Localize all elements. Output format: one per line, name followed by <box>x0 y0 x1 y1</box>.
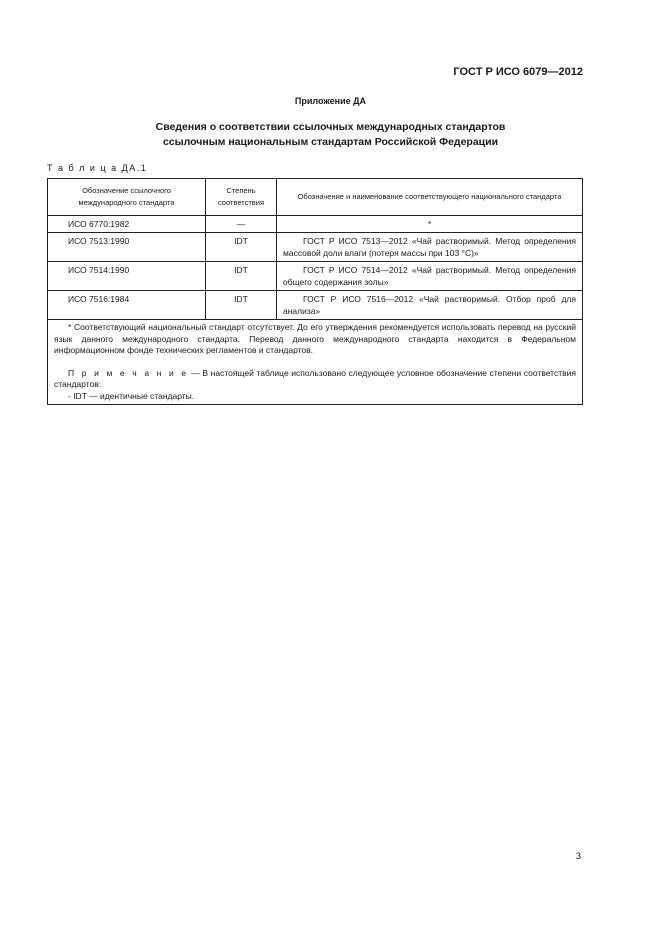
header-intl-standard: Обозначение ссылочного международного стандарта <box>48 179 206 216</box>
header-national-standard: Обозначение и наименование соответствующего национального стандарта <box>277 179 583 216</box>
title-line-2: ссылочным национальным стандартам Российской Федерации <box>162 136 499 148</box>
correspondence-table <box>47 178 583 405</box>
cell-national-text: ГОСТ Р ИСО 7513—2012 «Чай растворимый. Метод определения массовой доли влаги (потеря массы при 103 °С)» <box>283 236 576 258</box>
cell-degree: IDT <box>206 233 277 262</box>
table-header-row <box>48 179 583 216</box>
page-number: 3 <box>575 851 581 861</box>
document-code: ГОСТ Р ИСО 6079—2012 <box>453 66 583 78</box>
title-line-1: Сведения о соответствии ссылочных международных стандартов <box>155 121 506 133</box>
cell-national: * <box>277 216 583 233</box>
table-note <box>54 368 576 391</box>
cell-intl: ИСО 7516:1984 <box>48 291 206 320</box>
table-notes <box>48 320 583 405</box>
note-label: П р и м е ч а н и е <box>68 367 189 378</box>
cell-intl: ИСО 7513:1990 <box>48 233 206 262</box>
cell-intl: ИСО 7514:1990 <box>48 262 206 291</box>
cell-national-text: ГОСТ Р ИСО 7516—2012 «Чай растворимый. Отбор проб для анализа» <box>283 294 576 316</box>
header-degree: Степень соответствия <box>206 179 277 216</box>
cell-national <box>277 262 583 291</box>
page-title <box>0 120 661 150</box>
table-row <box>48 262 583 291</box>
table-caption: Т а б л и ц а ДА.1 <box>47 163 148 173</box>
cell-national <box>277 233 583 262</box>
table-row <box>48 291 583 320</box>
cell-national-text: ГОСТ Р ИСО 7514—2012 «Чай растворимый. Метод определения общего содержания золы» <box>283 265 576 287</box>
cell-intl: ИСО 6770:1982 <box>48 216 206 233</box>
cell-degree: IDT <box>206 262 277 291</box>
table-footnote: * Соответствующий национальный стандарт отсутствует. До его утверждения рекомендуется использовать перевод на русский язык данного международного стандарта. Перевод данного международного стандарта находится в Федеральном информационном фонде технических регламентов и стандартов. <box>54 322 576 355</box>
table-row <box>48 233 583 262</box>
table-notes-row <box>48 320 583 405</box>
note-text: — В настоящей таблице использовано следующее условное обозначение степени соответствия стандартов: <box>54 367 576 389</box>
cell-national <box>277 291 583 320</box>
note-item: - IDT — идентичные стандарты. <box>68 390 195 401</box>
cell-degree: — <box>206 216 277 233</box>
table-row <box>48 216 583 233</box>
appendix-label: Приложение ДА <box>294 96 367 106</box>
cell-degree: IDT <box>206 291 277 320</box>
